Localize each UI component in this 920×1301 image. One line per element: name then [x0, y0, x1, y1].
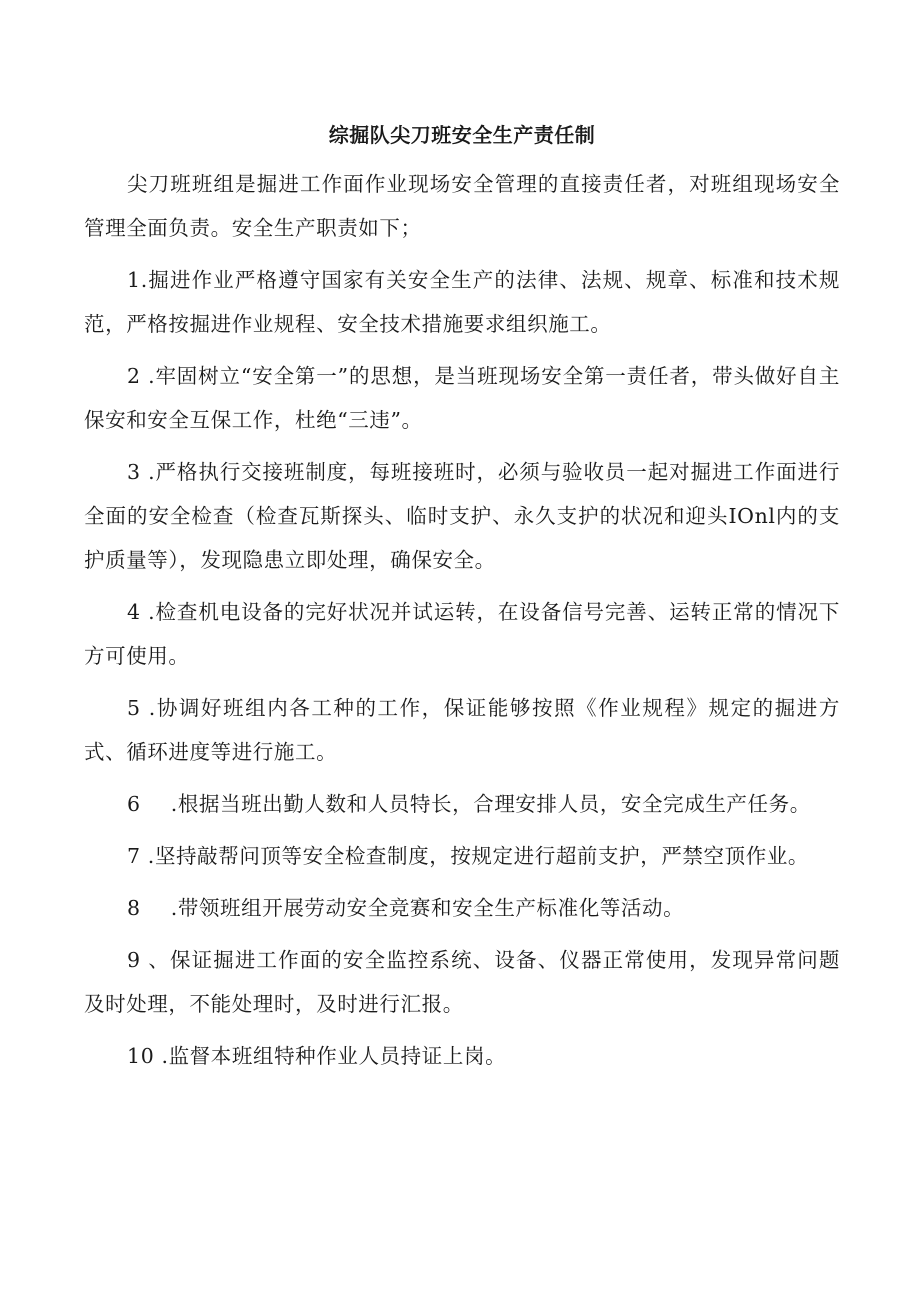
item-text: 严格执行交接班制度，每班接班时，必须与验收员一起对掘进工作面进行全面的安全检查（检查瓦斯探头、临时支护、永久支护的状况和迎头IOnl内的支护质量等），发现隐患立即处理，确保安全。 [84, 460, 840, 572]
item-number: 1. [127, 268, 148, 292]
duty-item-8 [84, 886, 840, 930]
item-number: 5 . [127, 696, 156, 720]
item-number: 9 、 [127, 948, 170, 972]
intro-paragraph: 尖刀班班组是掘进工作面作业现场安全管理的直接责任者，对班组现场安全管理全面负责。安全生产职责如下； [84, 172, 840, 240]
item-number: 2 . [127, 364, 156, 388]
item-text: 监督本班组特种作业人员持证上岗。 [168, 1044, 507, 1068]
item-text: 保证掘进工作面的安全监控系统、设备、仪器正常使用，发现异常问题及时处理，不能处理时，及时进行汇报。 [84, 948, 840, 1016]
item-number: 3 . [127, 460, 156, 484]
item-text: 牢固树立“安全第一”的思想，是当班现场安全第一责任者，带头做好自主保安和安全互保工作，杜绝“三违”。 [84, 364, 840, 432]
item-text: 坚持敲帮问顶等安全检查制度，按规定进行超前支护，严禁空顶作业。 [154, 844, 810, 868]
duty-item-6 [84, 782, 840, 826]
duty-item-3 [84, 450, 840, 582]
item-number: 6 [127, 792, 141, 816]
duty-item-9 [84, 938, 840, 1026]
item-number: 10 . [127, 1044, 169, 1068]
duty-item-4 [84, 590, 840, 678]
item-text: .根据当班出勤人数和人员特长，合理安排人员，安全完成生产任务。 [170, 792, 811, 816]
duty-item-2 [84, 354, 840, 442]
item-number: 7 . [127, 844, 155, 868]
item-text: 检查机电设备的完好状况并试运转，在设备信号完善、运转正常的情况下方可使用。 [84, 600, 840, 668]
item-text: 协调好班组内各工种的工作，保证能够按照《作业规程》规定的掘进方式、循环进度等进行施工。 [84, 696, 840, 764]
item-text: .带领班组开展劳动安全竞赛和安全生产标准化等活动。 [170, 896, 685, 920]
duty-item-7 [84, 834, 840, 878]
item-text: 掘进作业严格遵守国家有关安全生产的法律、法规、规章、标准和技术规范，严格按掘进作业规程、安全技术措施要求组织施工。 [84, 268, 840, 336]
duty-item-1 [84, 258, 840, 346]
item-number: 4 . [127, 600, 156, 624]
item-number: 8 [127, 896, 141, 920]
duty-item-10 [84, 1034, 840, 1078]
duty-item-5 [84, 686, 840, 774]
document-title: 综掘队尖刀班安全生产责任制 [328, 123, 596, 147]
document-page [84, 118, 840, 1086]
